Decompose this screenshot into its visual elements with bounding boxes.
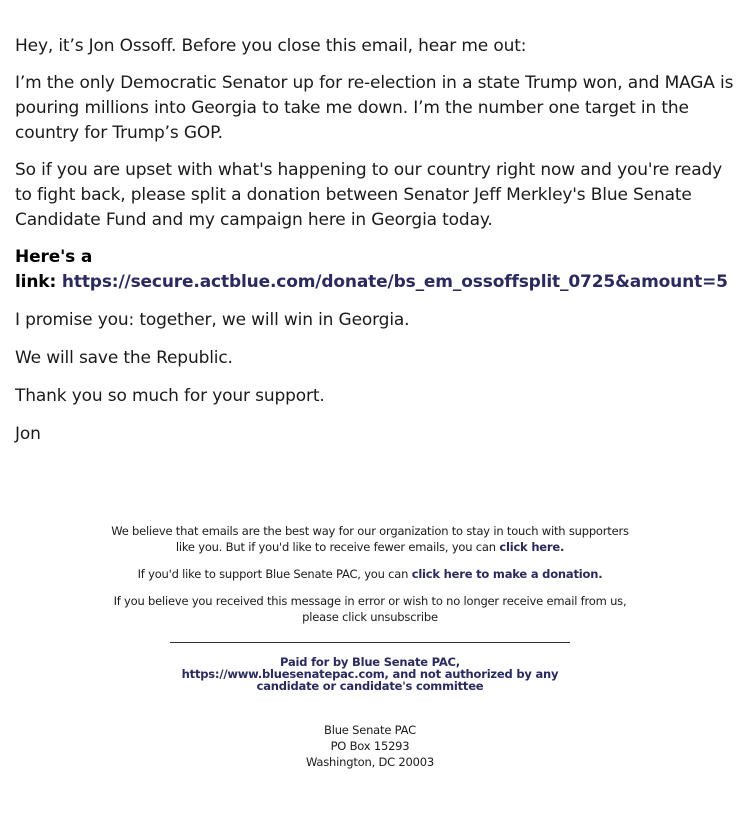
signature: Jon (15, 424, 41, 444)
donate-link-line (15, 245, 735, 295)
address-name: Blue Senate PAC (324, 723, 416, 737)
unsubscribe-notice[interactable]: If you believe you received this message in error or wish to no longer receive email from us, please click unsubscribe (113, 594, 627, 624)
support-notice (110, 566, 630, 582)
link-label-line1: Here's a (15, 247, 93, 267)
body-paragraph-2: So if you are upset with what's happening to our country right now and you're ready to fight back, please split a donation between Senator Jeff Merkley's Blue Senate Candidate Fund and my campaign here in Georgia today. (15, 160, 723, 230)
promise-paragraph: I promise you: together, we will win in Georgia. (15, 310, 410, 330)
greeting-paragraph: Hey, it’s Jon Ossoff. Before you close this email, hear me out: (15, 36, 527, 56)
address-city: Washington, DC 20003 (305, 755, 434, 769)
thanks-paragraph: Thank you so much for your support. (15, 386, 325, 406)
paid-for-line3: candidate or candidate's committee (256, 679, 484, 693)
footer-divider (170, 642, 570, 643)
fewer-emails-link[interactable]: click here. (499, 540, 565, 554)
fewer-emails-text: We believe that emails are the best way for our organization to stay in touch with supporters like you. But if you'd like to receive fewer emails, you can (111, 524, 629, 554)
address-po-box: PO Box 15293 (330, 739, 410, 753)
support-text: If you'd like to support Blue Senate PAC, you can (137, 567, 409, 581)
email-footer (110, 523, 630, 770)
link-label-line2: link: (15, 272, 57, 292)
paid-for-line2: https://www.bluesenatepac.com, and not authorized by any (181, 667, 559, 681)
donate-link[interactable]: https://secure.actblue.com/donate/bs_em_ossoffsplit_0725&amount=5 (61, 272, 728, 292)
mailing-address (110, 722, 630, 770)
email-body (15, 34, 735, 459)
fewer-emails-notice (110, 523, 630, 555)
paid-for-disclaimer (110, 656, 630, 692)
body-paragraph-1: I’m the only Democratic Senator up for re-election in a state Trump won, and MAGA is pouring millions into Georgia to take me down. I’m the number one target in the country for Trump’s GOP. (15, 73, 734, 143)
paid-for-line1: Paid for by Blue Senate PAC, (280, 655, 460, 669)
make-donation-link[interactable]: click here to make a donation. (411, 567, 603, 581)
republic-paragraph: We will save the Republic. (15, 348, 233, 368)
